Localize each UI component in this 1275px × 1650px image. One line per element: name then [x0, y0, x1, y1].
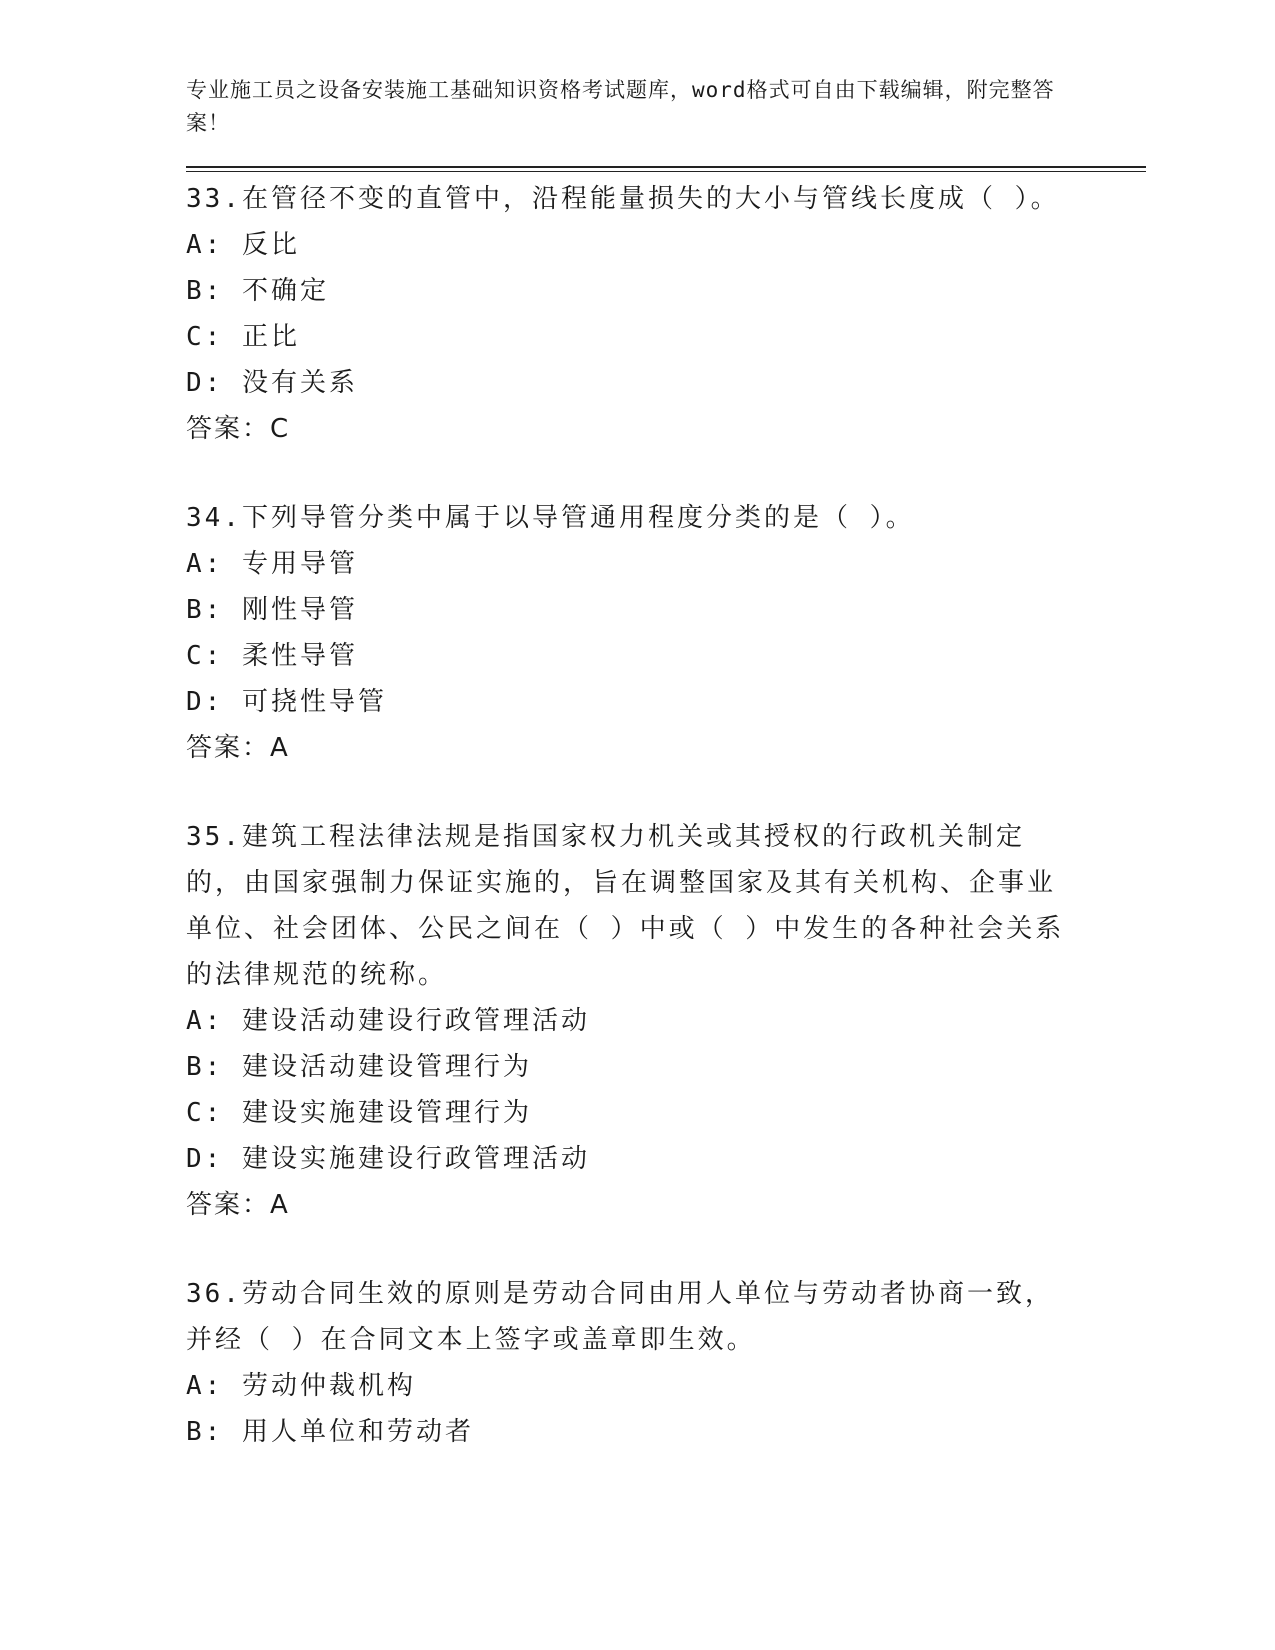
question-list — [186, 176, 1146, 1455]
option-c: C: 建设实施建设管理行为 — [186, 1098, 532, 1128]
option-a: A: 建设活动建设行政管理活动 — [186, 1006, 590, 1036]
option-c: C: 柔性导管 — [186, 641, 358, 671]
option-b: B: 不确定 — [186, 276, 329, 306]
option-a: A: 专用导管 — [186, 549, 358, 579]
answer: 答案：C — [186, 414, 291, 444]
option-c: C: 正比 — [186, 322, 300, 352]
document-header: 专业施工员之设备安装施工基础知识资格考试题库，word格式可自由下载编辑，附完整答案！ — [186, 78, 1055, 135]
document-page — [186, 74, 1146, 1498]
option-d: D: 可挠性导管 — [186, 687, 387, 717]
option-b: B: 用人单位和劳动者 — [186, 1417, 474, 1447]
question-stem: 36.劳动合同生效的原则是劳动合同由用人单位与劳动者协商一致，并经（ ）在合同文本上签字或盖章即生效。 — [186, 1279, 1054, 1355]
answer: 答案：A — [186, 1190, 290, 1220]
option-a: A: 劳动仲裁机构 — [186, 1371, 416, 1401]
option-b: B: 建设活动建设管理行为 — [186, 1052, 532, 1082]
option-a: A: 反比 — [186, 230, 300, 260]
question-stem: 35.建筑工程法律法规是指国家权力机关或其授权的行政机关制定的，由国家强制力保证实施的，旨在调整国家及其有关机构、企事业单位、社会团体、公民之间在（ ）中或（ ）中发生的各种社会关系的法律规范的统称。 — [186, 822, 1065, 990]
question-33 — [186, 176, 1146, 452]
question-stem: 33.在管径不变的直管中，沿程能量损失的大小与管线长度成（ ）。 — [186, 184, 1060, 214]
option-d: D: 没有关系 — [186, 368, 358, 398]
answer: 答案：A — [186, 733, 290, 763]
question-34 — [186, 495, 1146, 771]
question-stem: 34.下列导管分类中属于以导管通用程度分类的是（ ）。 — [186, 503, 915, 533]
header-divider — [186, 166, 1146, 172]
option-d: D: 建设实施建设行政管理活动 — [186, 1144, 590, 1174]
question-36 — [186, 1271, 1146, 1455]
question-35 — [186, 814, 1146, 1228]
option-b: B: 刚性导管 — [186, 595, 358, 625]
